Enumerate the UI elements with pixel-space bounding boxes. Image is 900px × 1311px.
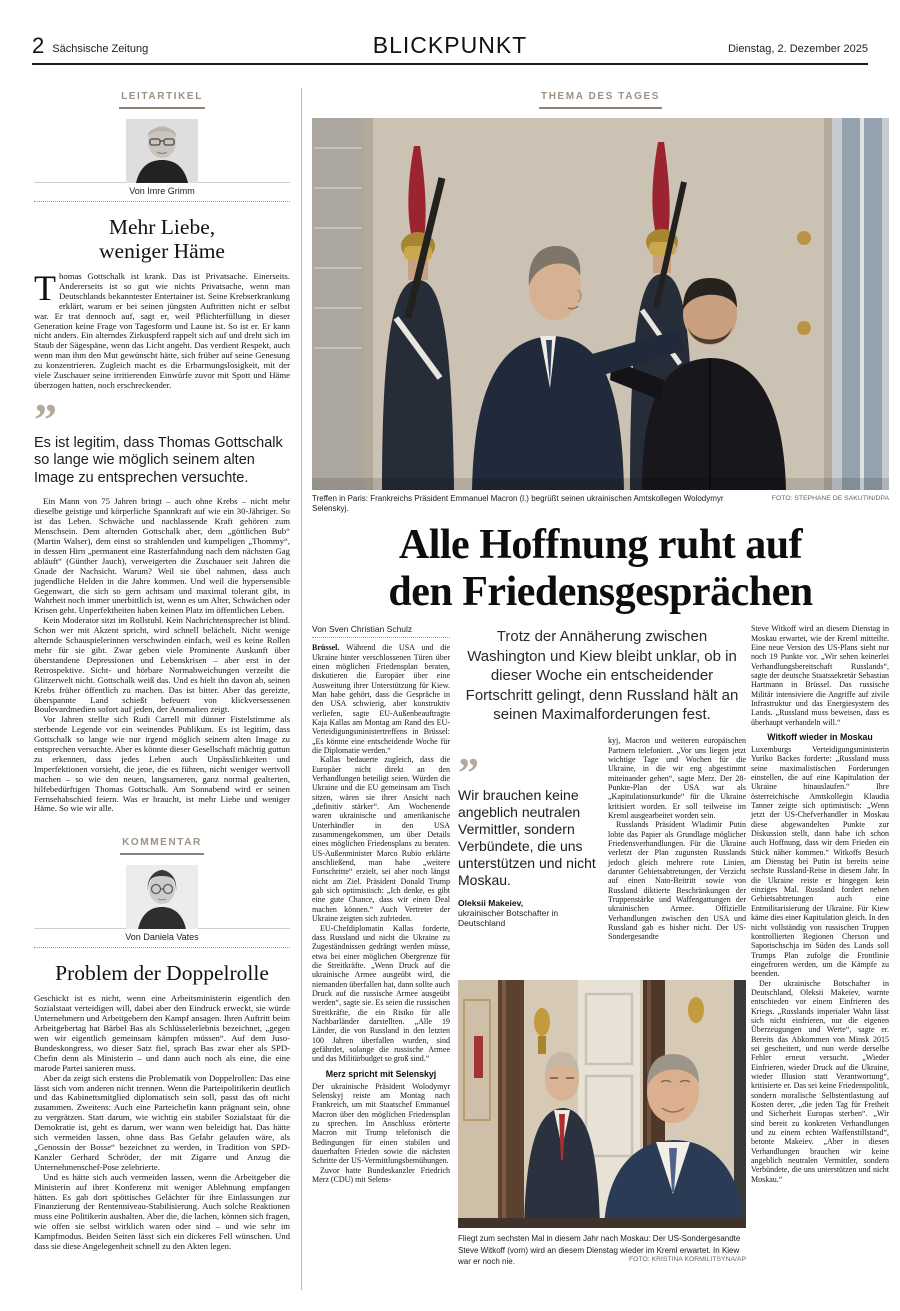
- thema-headline: Alle Hoffnung ruht auf den Friedensgesprächen: [388, 522, 813, 616]
- paragraph: Brüssel. Während die USA und die Ukraine hinter verschlossenen Türen über einen möglichen Friedensplan beraten, diskutieren die Europäer über eine Ausweitung ihrer Unterstützung für Kiew. Man habe gehört, dass die Gespräche in den USA schwierig, aber konstruktiv verliefen, sagte EU-Außenbeauftragte Kaja Kallas am Montag am Rand des EU-Verteidigungsministertreffens in Brüssel: „Es könnte eine entscheidende Woche für die Diplomatie werden.“: [312, 643, 450, 755]
- author-photo-imre-grimm: [126, 119, 198, 183]
- photo-caption: Fliegt zum sechsten Mal in diesem Jahr nach Moskau: Der US-Sondergesandte Steve Witkoff (vorn) wird an diesem Dienstag wieder im Kreml erwartet. In Kiew war er noch nie.: [458, 1234, 741, 1267]
- standfirst: Trotz der Annäherung zwischen Washington und Kiew bleibt unklar, ob in dieser Woche ein entscheidender Fortschritt gelingt, denn Russland hält an seinen Maximalforderungen fest.: [465, 628, 739, 724]
- leitartikel-body: [34, 268, 290, 814]
- paragraph: EU-Chefdiplomatin Kallas forderte, dass Russland und nicht die Ukraine zu Zugeständnissen gedrängt werden müsse, etwa bei einer möglichen Obergrenze für die Streitkräfte. „Wenn Druck auf die ukrainische Armee ausgeübt wird, die niemanden überfallen hat, dann sollte auch Druck auf die russische Armee ausgeübt werden“, sagte sie. Es seien die russischen Streitkräfte, die ein Risiko für alle Nachbarländer darstellten. „Alle 19 Länder, die von Russland in den letzten 100 Jahren überfallen wurden, sind gefährdet, solange die russische Armee und das Militärbudget so groß sind.“: [312, 923, 450, 1064]
- leitartikel-headline: Mehr Liebe, weniger Häme: [99, 215, 225, 263]
- photo-caption: Treffen in Paris: Frankreichs Präsident Emmanuel Macron (l.) begrüßt seinen ukrainischen Amtskollegen Wolodymyr Selenskyj.: [312, 494, 724, 513]
- paragraph: Thomas Gottschalk ist krank. Das ist Privatsache. Einerseits. Andererseits ist so gut wie nichts Privatsache, wenn man Deutschlands bekanntester Entertainer ist. Seine Krebserkrankung erklärt, warum er bei seinen jüngsten Auftritten nicht er selbst war. Er trat dennoch auf, sagt er, weil Pflichterfüllung in dieser Generation keine Frage von Tagesform und Laune ist. So ist er. Er kann nicht anders. Ein alterndes Zirkuspferd rappelt sich auf und dreht sich im Staub der Sägespäne, wenn das Licht angeht. Das verdient Respekt, auch wenn man ihm den Mut gewünscht hätte, sich früher auf seine Genesung zu konzentrieren. Zugleich macht es die Erbarmungslosigkeit, mit der viele Zuschauer seine irritierenden Einwürfe zuvor mit Spott und Häme überzogen hatten, noch erschreckender.: [34, 268, 290, 390]
- kommentar-kicker: KOMMENTAR: [34, 832, 290, 855]
- paragraph: Geschickt ist es nicht, wenn eine Arbeitsministerin eigentlich den Sozialstaat verteidigen will, dabei aber den Eindruck erweckt, sie würde Unternehmern und Arbeitgebern den Kampf ansagen. Ihren Auftritt beim Arbeitgebertag hat Bärbel Bas als Schlüsselerlebnis bezeichnet, „gegen wen wir eigentlich gemeinsam kämpfen müssen“. Auf dem Juso-Bundeskongress, wo dieser Satz fiel, sprach Bas zwar eher als SPD-Chefin denn als Ministerin – und dann auch noch als eine, die eine marode Partei sanieren muss.: [34, 993, 290, 1073]
- column-divider: [301, 88, 302, 1290]
- main-photo-caption-row: [312, 494, 889, 513]
- masthead: [32, 34, 868, 65]
- quote-icon: ”: [34, 393, 57, 445]
- paragraph: Kein Moderator sitzt im Rollstuhl. Kein Nachrichtensprecher ist blind. Schon wer mit Akzent spricht, wird schnell belächelt. Nicht wenige alternde Schauspielerinnen verschwinden einfach, weil es keine Rollen mehr für sie gibt. Zwar geben viele Prominente Auskunft über überstandene Depressionen und Lebenskrisen – aber erst in der Retrospektive. Sicht- und hörbare Normabweichungen verzeiht die Glitzerwelt nicht. Gottschalk weiß das. Und es hielt ihn davon ab, seinen Krebs früher öffentlich zu machen. Das ist bitter. Aber das gereizte, überspannte Land schießt befeuert von klickversessenen Boulevardmedien sofort auf jeden, der Anomalien zeigt.: [34, 615, 290, 715]
- photo-credit: FOTO: STEPHANE DE SAKUTIN/DPA: [771, 495, 889, 502]
- article-columns: [312, 624, 889, 1304]
- subhead-witkoff: Witkoff wieder in Moskau: [767, 731, 873, 742]
- leitartikel-pullquote: [34, 393, 290, 488]
- witkoff-kremlin-photo: [458, 980, 746, 1228]
- paragraph: Der ukrainische Präsident Wolodymyr Selenskyj reiste am Montag nach Frankreich, um mit Staatschef Emmanuel Macron über den möglichen Friedensplan zu sprechen. Im Anschluss erörterte Macron mit Trump telefonisch die Bedingungen für einen stabilen und dauerhaften Frieden sowie die nächsten Schritte der US-Vermittlungsbemühungen.: [312, 1081, 450, 1166]
- thema-byline: Von Sven Christian Schulz: [312, 624, 450, 638]
- kommentar-headline: Problem der Doppelrolle: [55, 961, 269, 986]
- thema-kicker: THEMA DES TAGES: [312, 86, 889, 109]
- paragraph: kyj, Macron und weiteren europäischen Partnern telefoniert. „Vor uns liegen jetzt wichtige Tage und Wochen für die Ukraine, in die wir eng abgestimmt miteinander gehen“, sagte Merz. Der 28-Punkte-Plan der USA war als „Kapitulationsurkunde“ für die Ukraine kritisiert worden. Er soll teilweise im Kreml ausgearbeitet worden sein.: [608, 736, 746, 820]
- main-photo: [312, 118, 889, 513]
- newspaper-name: Sächsische Zeitung: [52, 43, 149, 55]
- photo-credit: FOTO: KRISTINA KORMILITSYNA/AP: [629, 1256, 746, 1264]
- leitartikel-byline-box: [34, 182, 290, 202]
- kommentar-byline-box: [34, 928, 290, 948]
- macron-selenskyj-photo: [312, 118, 889, 490]
- subhead-merz: Merz spricht mit Selenskyj: [325, 1068, 437, 1079]
- paragraph: Steve Witkoff wird an diesem Dienstag in Moskau erwartet, wie der Kreml mitteilte. Eine neue Version des US-Plans sieht nur noch 19 Punkte vor. „Wir sehen keinerlei Verhandlungsbereitschaft Russlands“, sagte der deutsche Staatssekretär Sebastian Hartmann in Brüssel. Das russische Militär intensiviere die Angriffe auf zivile Infrastruktur und das Energiesystem des Lands. „Russland muss beweisen, dass es überhaupt verhandeln will.“: [751, 624, 889, 727]
- paragraph: Vor Jahren stellte sich Rudi Carrell mit dünner Fistelstimme als sterbende Legende vor ein weinendes Publikum. Es ist legitim, dass Gottschalk so lange wie nur irgend möglich seinem alten Image zu entsprechen versuchte. Aber es könnte dieser Gesellschaft mächtig guttun zu erkennen, dass jedes Leben auch Unpässlichkeiten und Imperfektionen vorsieht, die jene, die es führen, nicht weniger wertvoll machen – so wie den neuen, langsameren, ganz normal gealterten, hilfebedürftigen Thomas Gottschalk. Am Sonnabend wird er seinen Fernsehabschied feiern. Was er braucht, ist mehr Liebe und weniger Häme. So wie wir alle.: [34, 714, 290, 814]
- kommentar-body: [34, 994, 290, 1252]
- issue-date: Dienstag, 2. Dezember 2025: [727, 43, 869, 55]
- section-title: BLICKPUNKT: [372, 32, 528, 58]
- kommentar-byline: Von Daniela Vates: [34, 929, 290, 948]
- dateline: Brüssel.: [312, 643, 340, 653]
- thema-des-tages: [312, 84, 889, 1304]
- opinion-column: [34, 84, 290, 1252]
- pullquote-attribution-name: Oleksii Makeiev,: [458, 898, 524, 909]
- article-column-1: [312, 624, 450, 1184]
- paragraph: Zuvor hatte Bundeskanzler Friedrich Merz (CDU) mit Selens-: [312, 1165, 450, 1185]
- masthead-left: [32, 33, 311, 58]
- pullquote-text: Es ist legitim, dass Thomas Gottschalk so lange wie möglich seinem alten Image zu entsprechen versuchte.: [34, 434, 283, 486]
- paragraph: Russlands Präsident Wladimir Putin lobte das Papier als Grundlage möglicher Friedensverhandlungen. Für die Ukraine verletzt der Plan zugunsten Russlands jedoch gleich mehrere rote Linien, darunter Gebietsabtretungen, der Verzicht auf einen Nato-Beitritt sowie von Russland diktierte Beschränkungen der Truppenstärke und Waffengattungen der ukrainischen Armee. Offizielle Verhandlungen zwischen den USA und Russland gab es bisher nicht. Der US-Sondergesandte: [608, 820, 746, 942]
- pullquote-text: Wir brauchen keine angeblich neutralen Vermittler, sondern Verbündete, die uns unterstützen und nicht Moskau.: [458, 787, 596, 889]
- thema-pullquote: [458, 751, 598, 929]
- leitartikel-byline: Von Imre Grimm: [34, 183, 290, 202]
- witkoff-photo: [458, 980, 746, 1267]
- paragraph: Luxemburgs Verteidigungsministerin Yuriko Backes forderte: „Russland muss seine maximalistischen Forderungen einstellen, die auf eine Kapitulation der Ukraine hinauslaufen.“ Ihre österreichische Amtskollegin Klaudia Tanner zeigte sich optimistisch: „Wenn jetzt der US-Chefverhandler in Moskau diese abgewandelten Punkte zur Diskussion stellt, dann habe ich schon auch Hoffnung, dass wir dem Frieden ein Stück näher kommen.“ Witkoffs Besuch am Dienstag bei Putin ist bereits seine sechste Russland-Reise in diesem Jahr. In die Ukraine reiste er hingegen kein einziges Mal. Russland fordert neben Gebietsabtretungen auch eine Entmilitarisierung der Ukraine. Für Kiew käme dies einer Kapitulation gleich. In den nicht vollständig von russischen Truppen kontrollierten Regionen Cherson und Saporischschja im Süden des Lands soll Trumps Plan zufolge die Frontlinie eingefroren werden, um die Kämpfe zu beenden.: [751, 744, 889, 979]
- article-column-3: [608, 736, 746, 942]
- paragraph: Und es hätte sich auch vermeiden lassen, wenn die Arbeitgeber die Ministerin auf ihrer Konferenz mit weniger Ablehnung empfangen hätten. Es gab dort spöttisches Gelächter für ihre Einlassungen zur Finanzierung der Rentenniveau-Stabilisierung. Auch solche Reaktionen muss eine Politikerin aushalten. Aber die, die lachen, können sich fragen, wie offen sie selbst wirklich waren oder sind – und wie sehr im Kampfmodus. Beiden Seiten lässt sich ein dickeres Fell wünschen. Und dass sie diese Angelegenheit schnell zu den Akten legen.: [34, 1171, 290, 1252]
- paragraph: Aber da zeigt sich erstens die Problematik von Doppelrollen: Das eine lässt sich vom anderen nicht trennen. Wenn die Parteipolitikerin deutlich und das Kabinettsmitglied diplomatisch sein soll, passt das oft nicht zusammen. Zweitens: Auch eine Parteichefin kann prägnant sein, ohne zu vergrätzen. Statt darum, wie wichtig ein stabiler Sozialstaat für die Demokratie ist, geht es darum, wer wann wen beleidigt hat. Das hätte sich vermeiden lassen, ohne dass Bas Gefahr gelaufen wäre, als „Genossin der Bosse“ bezeichnet zu werden, in Tradition von SPD-Kanzler Gerhard Schröder, der mit Zigarre und Anzug die Unternehmenschef-Pose zelebrierte.: [34, 1072, 290, 1172]
- pullquote-attribution-role: ukrainischer Botschafter in Deutschland: [458, 908, 559, 929]
- paragraph: Der ukrainische Botschafter in Deutschland, Oleksii Makeiev, warnte entschieden vor einem Einfrieren des Kriegs. „Russlands imperialer Wahn lässt sich nicht einfrieren, nur die eigenen Überzeugungen und Werte“, sagte er. Bereits das Abkommen von Minsk 2015 sei gescheitert, und nun werde derselbe Fehler erneut versucht. „Wieder Einfrieren, wieder Druck auf die Ukraine, wieder Illusion statt Verantwortung“, kritisierte er. Das sei keine Friedenspolitik, sondern moralische Selbstentlastung auf Kosten derer, „die jeden Tag für Freiheit und Sicherheit Europas sterben“. „Wir sind bereit zu konkreten Verhandlungen und zu einem echten Waffenstillstand“, betonte Makeiev. „Aber in diesen Verhandlungen brauchen wir keine angeblich neutralen Vermittler, sondern Verbündete, die uns unterstützen und nicht Moskau.“: [751, 978, 889, 1184]
- page-number: 2: [32, 33, 45, 58]
- leitartikel-kicker: LEITARTIKEL: [34, 86, 290, 109]
- witkoff-photo-caption-row: [458, 1232, 746, 1267]
- quote-icon: ”: [458, 751, 479, 798]
- paragraph: Ein Mann von 75 Jahren bringt – auch ohne Krebs – nicht mehr dieselbe geistige und körperliche Spannkraft auf wie ein 30-Jähriger. So ist das Leben. Schwäche und nachlassende Kraft gehören zum Menschsein. Dem alternden Gottschalk aber, dem „göttlichen Bub“ (Martin Walser), dem einst so strahlenden und kumpeligen „Thommy“, in dessen Hirn „permanent eine Rasterfahndung nach dem nächsten Gag abläuft“ (Günther Jauch), verweigerten die Zuschauer seit Jahren die Gnade der Nachsicht. Warum? Weil sie übel nahmen, dass auch jugendliche Helden in die Jahre kommen. Und weil die hypersensible Gegenwart, die sich so gern achtsam und maximal tolerant gibt, in Wahrheit noch immer unerbittlich ist, wenn es um Alter, Schwächen oder Krisen geht. Unperfektheiten haben keinen Platz im öffentlichen Leben.: [34, 496, 290, 616]
- article-column-4: [751, 624, 889, 1184]
- paragraph: Kallas bedauerte zugleich, dass die Europäer nicht direkt an den Verhandlungen beteiligt seien. Würden die Ukraine und die EU gemeinsam am Tisch sitzen, wären sie ihrer Ansicht nach „definitiv stärker“. Am Wochenende waren ukrainische und amerikanische Unterhändler in den USA zusammengekommen, um über Details eines möglichen Friedensplans zu beraten. US-Außenminister Marco Rubio erklärte anschließend, man habe „weitere Fortschritte“ erzielt, sei aber noch längst nicht am Ziel. Präsident Donald Trump gab sich optimistisch: „Ich denke, es gibt eine gute Chance, dass wir einen Deal machen können.“ Auch Vertreter der Ukraine zeigten sich zufrieden.: [312, 755, 450, 924]
- author-photo-daniela-vates: [126, 865, 198, 929]
